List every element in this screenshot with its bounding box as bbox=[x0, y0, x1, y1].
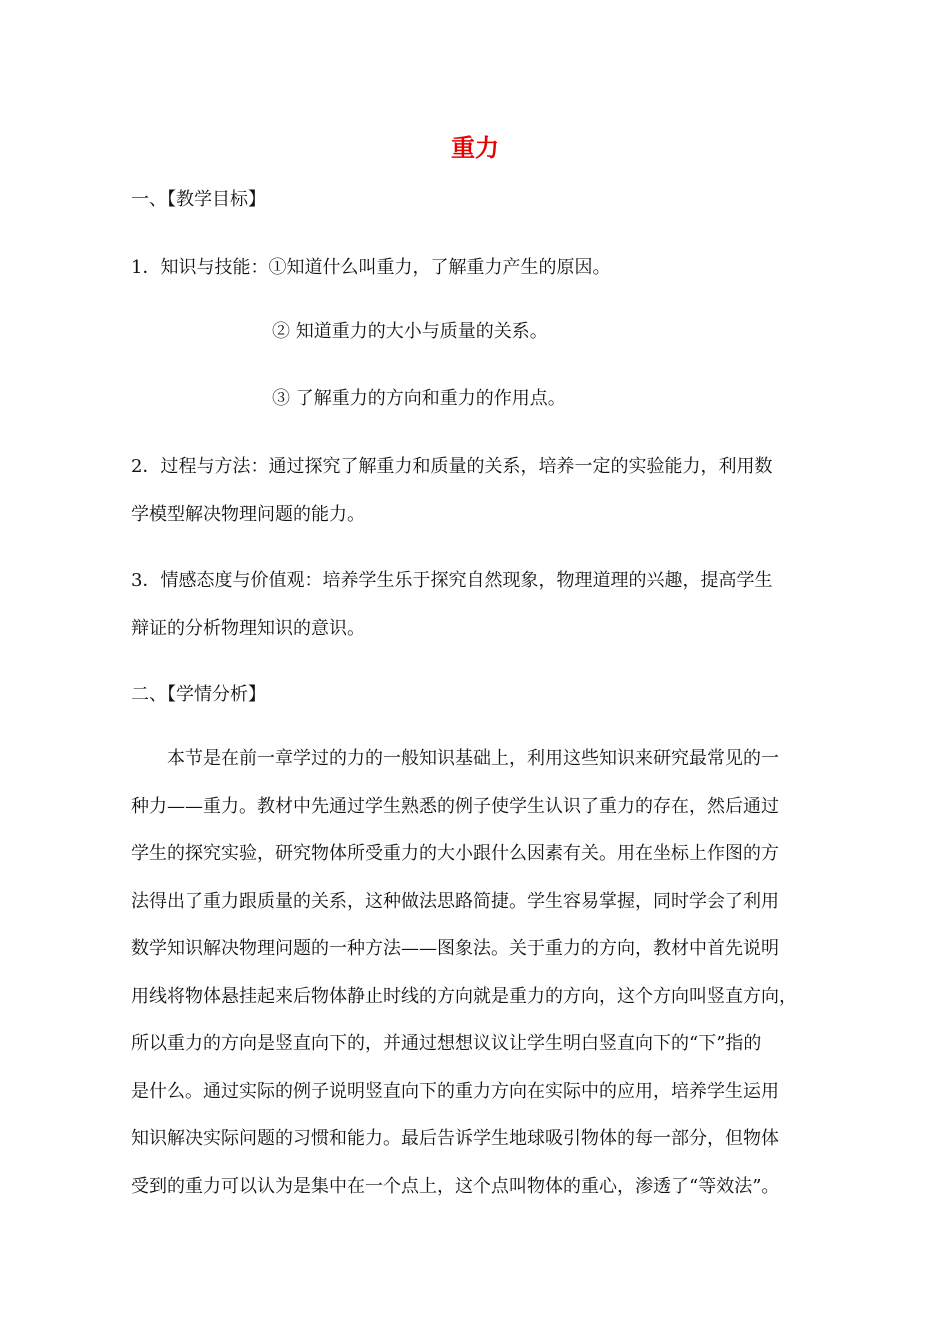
section-heading-analysis: 二、【学情分析】 bbox=[131, 684, 266, 705]
objective-attitude-line1: 3．情感态度与价值观：培养学生乐于探究自然现象，物理道理的兴趣，提高学生 bbox=[131, 570, 773, 591]
analysis-line: 本节是在前一章学过的力的一般知识基础上，利用这些知识来研究最常见的一 bbox=[167, 748, 779, 769]
analysis-paragraph bbox=[131, 735, 821, 1210]
analysis-line: 数学知识解决物理问题的一种方法——图象法。关于重力的方向，教材中首先说明 bbox=[131, 938, 779, 959]
analysis-line: 所以重力的方向是竖直向下的，并通过想想议议让学生明白竖直向下的“下”指的 bbox=[131, 1033, 762, 1054]
objective-process-line1: 2．过程与方法：通过探究了解重力和质量的关系，培养一定的实验能力，利用数 bbox=[131, 456, 773, 477]
analysis-line: 是什么。通过实际的例子说明竖直向下的重力方向在实际中的应用，培养学生运用 bbox=[131, 1080, 779, 1102]
objective-knowledge-line2: ② 知道重力的大小与质量的关系。 bbox=[272, 321, 548, 342]
objective-process-line2: 学模型解决物理问题的能力。 bbox=[131, 504, 365, 525]
objective-knowledge-line3: ③ 了解重力的方向和重力的作用点。 bbox=[272, 388, 566, 409]
analysis-line: 学生的探究实验，研究物体所受重力的大小跟什么因素有关。用在坐标上作图的方 bbox=[131, 843, 779, 864]
section-heading-objectives: 一、【教学目标】 bbox=[131, 189, 266, 210]
analysis-line: 法得出了重力跟质量的关系，这种做法思路简捷。学生容易掌握，同时学会了利用 bbox=[131, 890, 779, 912]
objective-knowledge-line1: 1．知识与技能：①知道什么叫重力，了解重力产生的原因。 bbox=[131, 257, 611, 278]
analysis-line: 知识解决实际问题的习惯和能力。最后告诉学生地球吸引物体的每一部分，但物体 bbox=[131, 1128, 779, 1149]
objective-attitude-line2: 辩证的分析物理知识的意识。 bbox=[131, 618, 365, 639]
analysis-line: 用线将物体悬挂起来后物体静止时线的方向就是重力的方向，这个方向叫竖直方向， bbox=[131, 985, 797, 1007]
analysis-line: 种力——重力。教材中先通过学生熟悉的例子使学生认识了重力的存在，然后通过 bbox=[131, 795, 779, 817]
page-title: 重力 bbox=[451, 134, 499, 162]
analysis-line: 受到的重力可以认为是集中在一个点上，这个点叫物体的重心，渗透了“等效法”。 bbox=[131, 1175, 780, 1197]
